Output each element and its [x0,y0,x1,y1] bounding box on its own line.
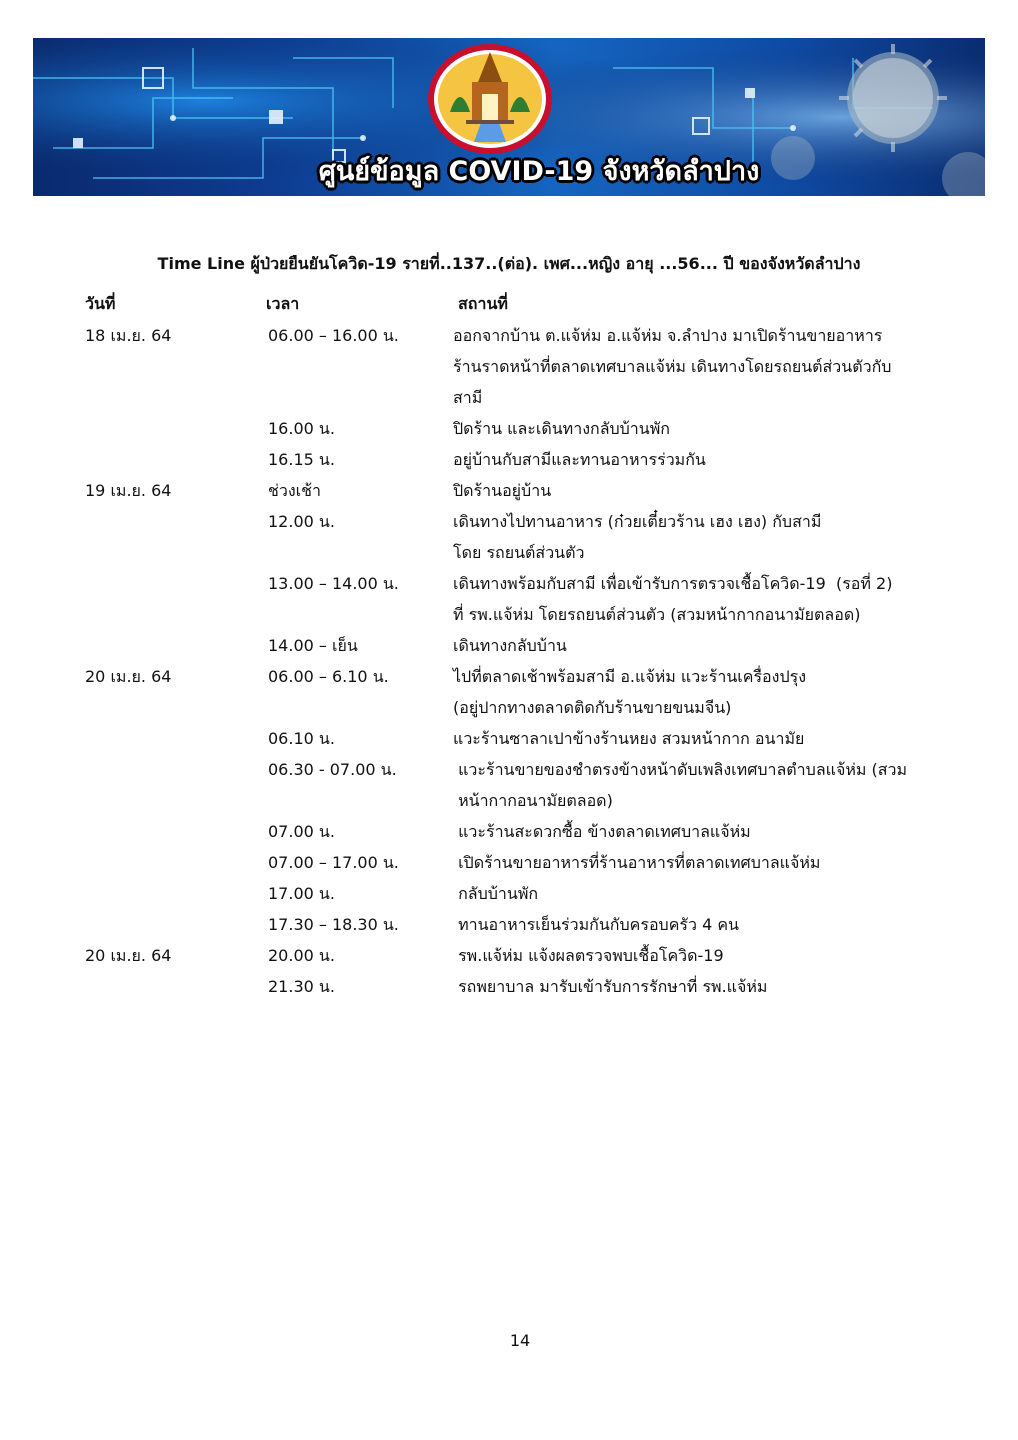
banner-title: ศูนย์ข้อมูล COVID-19 จังหวัดลำปาง [318,156,760,187]
row-place-line: ออกจากบ้าน ต.แจ้ห่ม อ.แจ้ห่ม จ.ลำปาง มาเปิดร้านขายอาหาร [453,326,883,345]
header-date: วันที่ [85,294,116,313]
header-banner [33,38,985,196]
row-date: 19 เม.ย. 64 [85,481,172,500]
row-time: 07.00 – 17.00 น. [268,853,399,872]
row-time: ช่วงเช้า [268,481,321,500]
row-time: 17.00 น. [268,884,335,903]
row-time: 16.15 น. [268,450,335,469]
row-time: 16.00 น. [268,419,335,438]
row-place-line: โดย รถยนต์ส่วนตัว [453,543,585,562]
row-place-line: เดินทางกลับบ้าน [453,636,567,655]
row-date: 18 เม.ย. 64 [85,326,172,345]
row-time: 20.00 น. [268,946,335,965]
row-place-line: เปิดร้านขายอาหารที่ร้านอาหารที่ตลาดเทศบาลแจ้ห่ม [453,853,821,872]
header-place: สถานที่ [458,294,508,313]
row-place-line: กลับบ้านพัก [453,884,539,903]
row-place-line: เดินทางพร้อมกับสามี เพื่อเข้ารับการตรวจเชื้อโควิด-19 (รอที่ 2) [453,574,893,593]
row-time: 06.00 – 16.00 น. [268,326,399,345]
row-date: 20 เม.ย. 64 [85,667,172,686]
row-place-line: ร้านราดหน้าที่ตลาดเทศบาลแจ้ห่ม เดินทางโดยรถยนต์ส่วนตัวกับ [453,357,892,376]
row-place-line: ปิดร้านอยู่บ้าน [453,481,552,500]
row-place-line: ที่ รพ.แจ้ห่ม โดยรถยนต์ส่วนตัว (สวมหน้ากากอนามัยตลอด) [453,605,861,624]
row-time: 17.30 – 18.30 น. [268,915,399,934]
page-number: 14 [509,1331,531,1350]
row-place-line: รถพยาบาล มารับเข้ารับการรักษาที่ รพ.แจ้ห่ม [453,977,768,996]
row-date: 20 เม.ย. 64 [85,946,172,965]
row-place-line: ไปที่ตลาดเช้าพร้อมสามี อ.แจ้ห่ม แวะร้านเครื่องปรุง [453,667,807,686]
row-place-line: หน้ากากอนามัยตลอด) [453,791,613,810]
row-time: 06.10 น. [268,729,335,748]
row-place-line: แวะร้านสะดวกซื้อ ข้างตลาดเทศบาลแจ้ห่ม [453,822,751,841]
row-place-line: ทานอาหารเย็นร่วมกันกับครอบครัว 4 คน [453,915,739,934]
row-time: 06.00 – 6.10 น. [268,667,389,686]
row-place-line: แวะร้านขายของชำตรงข้างหน้าดับเพลิงเทศบาลตำบลแจ้ห่ม (สวม [453,760,908,779]
row-time: 13.00 – 14.00 น. [268,574,399,593]
row-time: 21.30 น. [268,977,335,996]
province-seal-icon [426,42,554,156]
row-place-line: อยู่บ้านกับสามีและทานอาหารร่วมกัน [453,450,706,469]
row-time: 06.30 - 07.00 น. [268,760,397,779]
page-title: Time Line ผู้ป่วยยืนยันโควิด-19 รายที่..137..(ต่อ). เพศ...หญิง อายุ ...56... ปี ของจังหวัดลำปาง [157,254,861,273]
row-place-line: เดินทางไปทานอาหาร (ก๋วยเตี๋ยวร้าน เฮง เฮง) กับสามี [453,512,822,531]
row-time: 14.00 – เย็น [268,636,358,655]
row-place-line: (อยู่ปากทางตลาดติดกับร้านขายขนมจีน) [453,698,732,717]
row-place-line: รพ.แจ้ห่ม แจ้งผลตรวจพบเชื้อโควิด-19 [453,946,724,965]
row-place-line: สามี [453,388,483,407]
row-time: 12.00 น. [268,512,335,531]
row-place-line: แวะร้านซาลาเปาข้างร้านหยง สวมหน้ากาก อนามัย [453,729,805,748]
header-time: เวลา [266,294,300,313]
row-place-line: ปิดร้าน และเดินทางกลับบ้านพัก [453,419,670,438]
row-time: 07.00 น. [268,822,335,841]
